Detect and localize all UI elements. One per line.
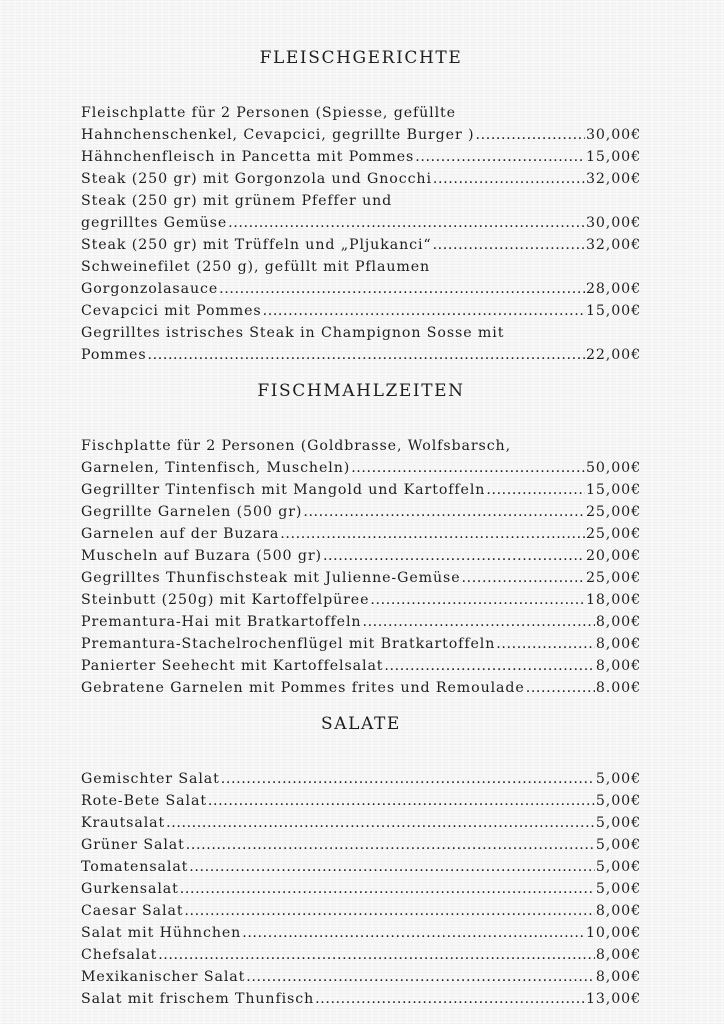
- menu-item: [81, 322, 641, 366]
- menu-item-price: 15,00€: [585, 303, 641, 319]
- menu-item-line: [81, 812, 641, 834]
- menu-item-line: [81, 589, 641, 611]
- menu-item: [81, 611, 641, 633]
- menu-item: [81, 856, 641, 878]
- menu-item-name: Steak (250 gr) mit Trüffeln und „Pljukanci“: [81, 237, 432, 253]
- menu-item-price: 5,00€: [595, 771, 641, 787]
- menu-item-description: Gegrilltes istrisches Steak in Champignon Sosse mit: [81, 325, 505, 341]
- menu-item-price: 5,00€: [595, 815, 641, 831]
- menu-item-name: Mexikanischer Salat: [81, 969, 246, 985]
- dot-leader: [384, 655, 594, 677]
- menu-item-name: Steinbutt (250g) mit Kartoffelpüree: [81, 592, 370, 608]
- menu-item-line: [81, 457, 641, 479]
- dot-leader: [362, 611, 594, 633]
- menu-item: [81, 768, 641, 790]
- menu-item-line: [81, 944, 641, 966]
- menu-item-name: Premantura-Stachelrochenflügel mit Bratkartoffeln: [81, 636, 496, 652]
- menu-item-line: [81, 545, 641, 567]
- dot-leader: [148, 344, 585, 366]
- menu-item-line: [81, 922, 641, 944]
- menu-item-line: [81, 878, 641, 900]
- menu-item: [81, 435, 641, 479]
- menu-item-name: gegrilltes Gemüse: [81, 215, 228, 231]
- menu-item: [81, 234, 641, 256]
- menu-item-line: [81, 677, 641, 699]
- menu-item-price: 8,00€: [595, 903, 641, 919]
- menu-item-price: 25,00€: [585, 526, 641, 542]
- menu-item-price: 28,00€: [585, 281, 641, 297]
- section-fleischgerichte: [81, 47, 641, 366]
- menu-item-price: 25,00€: [585, 570, 641, 586]
- menu-item-price: 13,00€: [585, 991, 641, 1007]
- menu-item-name: Gebratene Garnelen mit Pommes frites und Remoulade: [81, 680, 525, 696]
- menu-item: [81, 545, 641, 567]
- menu-item-line: [81, 988, 641, 1010]
- menu-item-line: [81, 344, 641, 366]
- menu-item-name: Steak (250 gr) mit Gorgonzola und Gnocchi: [81, 171, 432, 187]
- menu-item-name: Garnelen auf der Buzara: [81, 526, 280, 542]
- menu-item-price: 25,00€: [585, 504, 641, 520]
- dot-leader: [526, 677, 595, 699]
- dot-leader: [242, 922, 585, 944]
- menu-item-line: [81, 278, 641, 300]
- menu-item-name: Caesar Salat: [81, 903, 184, 919]
- menu-item-price: 30,00€: [585, 127, 641, 143]
- section-salate: [81, 713, 641, 1010]
- menu-item: [81, 878, 641, 900]
- menu-item-line: [81, 790, 641, 812]
- menu-item-price: 15,00€: [585, 482, 641, 498]
- dot-leader: [351, 457, 585, 479]
- menu-item-price: 32,00€: [585, 171, 641, 187]
- menu-item: [81, 922, 641, 944]
- menu-item: [81, 944, 641, 966]
- menu-item-price: 20,00€: [585, 548, 641, 564]
- menu-item-line: [81, 768, 641, 790]
- menu-item-name: Premantura-Hai mit Bratkartoffeln: [81, 614, 362, 630]
- menu-item: [81, 300, 641, 322]
- menu-item: [81, 966, 641, 988]
- dot-leader: [246, 966, 595, 988]
- dot-leader: [496, 633, 595, 655]
- dot-leader: [323, 545, 585, 567]
- menu-item: [81, 834, 641, 856]
- menu-item-price: 5,00€: [595, 793, 641, 809]
- dot-leader: [186, 834, 595, 856]
- menu-item-description: Fischplatte für 2 Personen (Goldbrasse, Wolfsbarsch,: [81, 438, 511, 454]
- menu-item: [81, 790, 641, 812]
- dot-leader: [208, 790, 595, 812]
- menu-item-price: 8,00€: [595, 658, 641, 674]
- menu-item-line: [81, 300, 641, 322]
- menu-item: [81, 102, 641, 146]
- menu-item-price: 30,00€: [585, 215, 641, 231]
- dot-leader: [263, 300, 585, 322]
- menu-item-price: 8,00€: [595, 947, 641, 963]
- menu-item-name: Tomatensalat: [81, 859, 189, 875]
- menu-item: [81, 146, 641, 168]
- dot-leader: [228, 212, 585, 234]
- menu-item-name: Panierter Seehecht mit Kartoffelsalat: [81, 658, 384, 674]
- menu-item-name: Gorgonzolasauce: [81, 281, 219, 297]
- menu-item: [81, 655, 641, 677]
- menu-item-line: [81, 523, 641, 545]
- menu-item-price: 5,00€: [595, 881, 641, 897]
- menu-item: [81, 523, 641, 545]
- menu-item-description: Steak (250 gr) mit grünem Pfeffer und: [81, 193, 393, 209]
- menu-item-line: [81, 834, 641, 856]
- menu-item-name: Gegrillte Garnelen (500 gr): [81, 504, 303, 520]
- menu-item-description: Schweinefilet (250 g), gefüllt mit Pflaumen: [81, 259, 431, 275]
- menu-item-list: [81, 102, 641, 366]
- dot-leader: [303, 501, 585, 523]
- dot-leader: [315, 988, 585, 1010]
- menu-item-price: 5,00€: [595, 859, 641, 875]
- menu-item-name: Gurkensalat: [81, 881, 179, 897]
- menu-item-name: Garnelen, Tintenfisch, Muscheln): [81, 460, 351, 476]
- menu-item: [81, 479, 641, 501]
- dot-leader: [280, 523, 585, 545]
- menu-item: [81, 812, 641, 834]
- menu-item-line: [81, 611, 641, 633]
- menu-item-price: 5,00€: [595, 837, 641, 853]
- menu-item-name: Salat mit Hühnchen: [81, 925, 242, 941]
- menu-item: [81, 168, 641, 190]
- menu-item-name: Chefsalat: [81, 947, 158, 963]
- menu-item-price: 32,00€: [585, 237, 641, 253]
- dot-leader: [189, 856, 595, 878]
- dot-leader: [486, 479, 585, 501]
- menu-item-list: [81, 435, 641, 699]
- menu-item-name: Grüner Salat: [81, 837, 185, 853]
- menu-item: [81, 501, 641, 523]
- dot-leader: [166, 812, 595, 834]
- menu-item-line: [81, 966, 641, 988]
- menu-item-name: Hähnchenfleisch in Pancetta mit Pommes: [81, 149, 415, 165]
- dot-leader: [433, 234, 585, 256]
- dot-leader: [180, 878, 595, 900]
- dot-leader: [415, 146, 585, 168]
- menu-item-price: 8,00€: [595, 614, 641, 630]
- dot-leader: [184, 900, 594, 922]
- dot-leader: [219, 278, 585, 300]
- section-fischmahlzeiten: [81, 380, 641, 699]
- dot-leader: [158, 944, 595, 966]
- menu-item-name: Hahnchenschenkel, Cevapcici, gegrillte Burger ): [81, 127, 475, 143]
- menu-item-line: [81, 900, 641, 922]
- menu-item: [81, 988, 641, 1010]
- menu-item: [81, 633, 641, 655]
- dot-leader: [433, 168, 585, 190]
- menu-item: [81, 589, 641, 611]
- menu-item-line: [81, 856, 641, 878]
- dot-leader: [462, 567, 585, 589]
- menu-item: [81, 190, 641, 234]
- section-title: FLEISCHGERICHTE: [259, 48, 463, 68]
- menu-item-name: Cevapcici mit Pommes: [81, 303, 262, 319]
- menu-item-price: 22,00€: [585, 347, 641, 363]
- menu-item-name: Gegrillter Tintenfisch mit Mangold und Kartoffeln: [81, 482, 486, 498]
- menu-item-line: [81, 212, 641, 234]
- menu-item-line: [81, 633, 641, 655]
- menu-item-list: [81, 768, 641, 1010]
- dot-leader: [475, 124, 584, 146]
- menu-item-line: [81, 168, 641, 190]
- menu-item-name: Muscheln auf Buzara (500 gr): [81, 548, 322, 564]
- menu-item-line: [81, 234, 641, 256]
- menu-item-price: 8.00€: [595, 680, 641, 696]
- menu-item-name: Gegrilltes Thunfischsteak mit Julienne-Gemüse: [81, 570, 461, 586]
- menu-item: [81, 256, 641, 300]
- menu-item-name: Rote-Bete Salat: [81, 793, 207, 809]
- menu-item-price: 10,00€: [585, 925, 641, 941]
- menu-item-price: 50,00€: [585, 460, 641, 476]
- menu-item-price: 8,00€: [595, 969, 641, 985]
- dot-leader: [370, 589, 585, 611]
- menu-item: [81, 677, 641, 699]
- menu-item-line: [81, 146, 641, 168]
- menu-item: [81, 900, 641, 922]
- menu-item-line: [81, 479, 641, 501]
- menu-item-name: Krautsalat: [81, 815, 166, 831]
- menu-item-name: Pommes: [81, 347, 147, 363]
- section-title: FISCHMAHLZEITEN: [257, 381, 465, 401]
- menu-item-price: 8,00€: [595, 636, 641, 652]
- menu-item-line: [81, 124, 641, 146]
- dot-leader: [221, 768, 595, 790]
- menu-item-name: Gemischter Salat: [81, 771, 220, 787]
- menu-item-price: 15,00€: [585, 149, 641, 165]
- menu-item-description: Fleischplatte für 2 Personen (Spiesse, gefüllte: [81, 105, 456, 121]
- menu-item: [81, 567, 641, 589]
- menu-item-price: 18,00€: [585, 592, 641, 608]
- menu-item-name: Salat mit frischem Thunfisch: [81, 991, 315, 1007]
- menu-item-line: [81, 501, 641, 523]
- menu-item-line: [81, 567, 641, 589]
- section-title: SALATE: [321, 714, 401, 734]
- menu-item-line: [81, 655, 641, 677]
